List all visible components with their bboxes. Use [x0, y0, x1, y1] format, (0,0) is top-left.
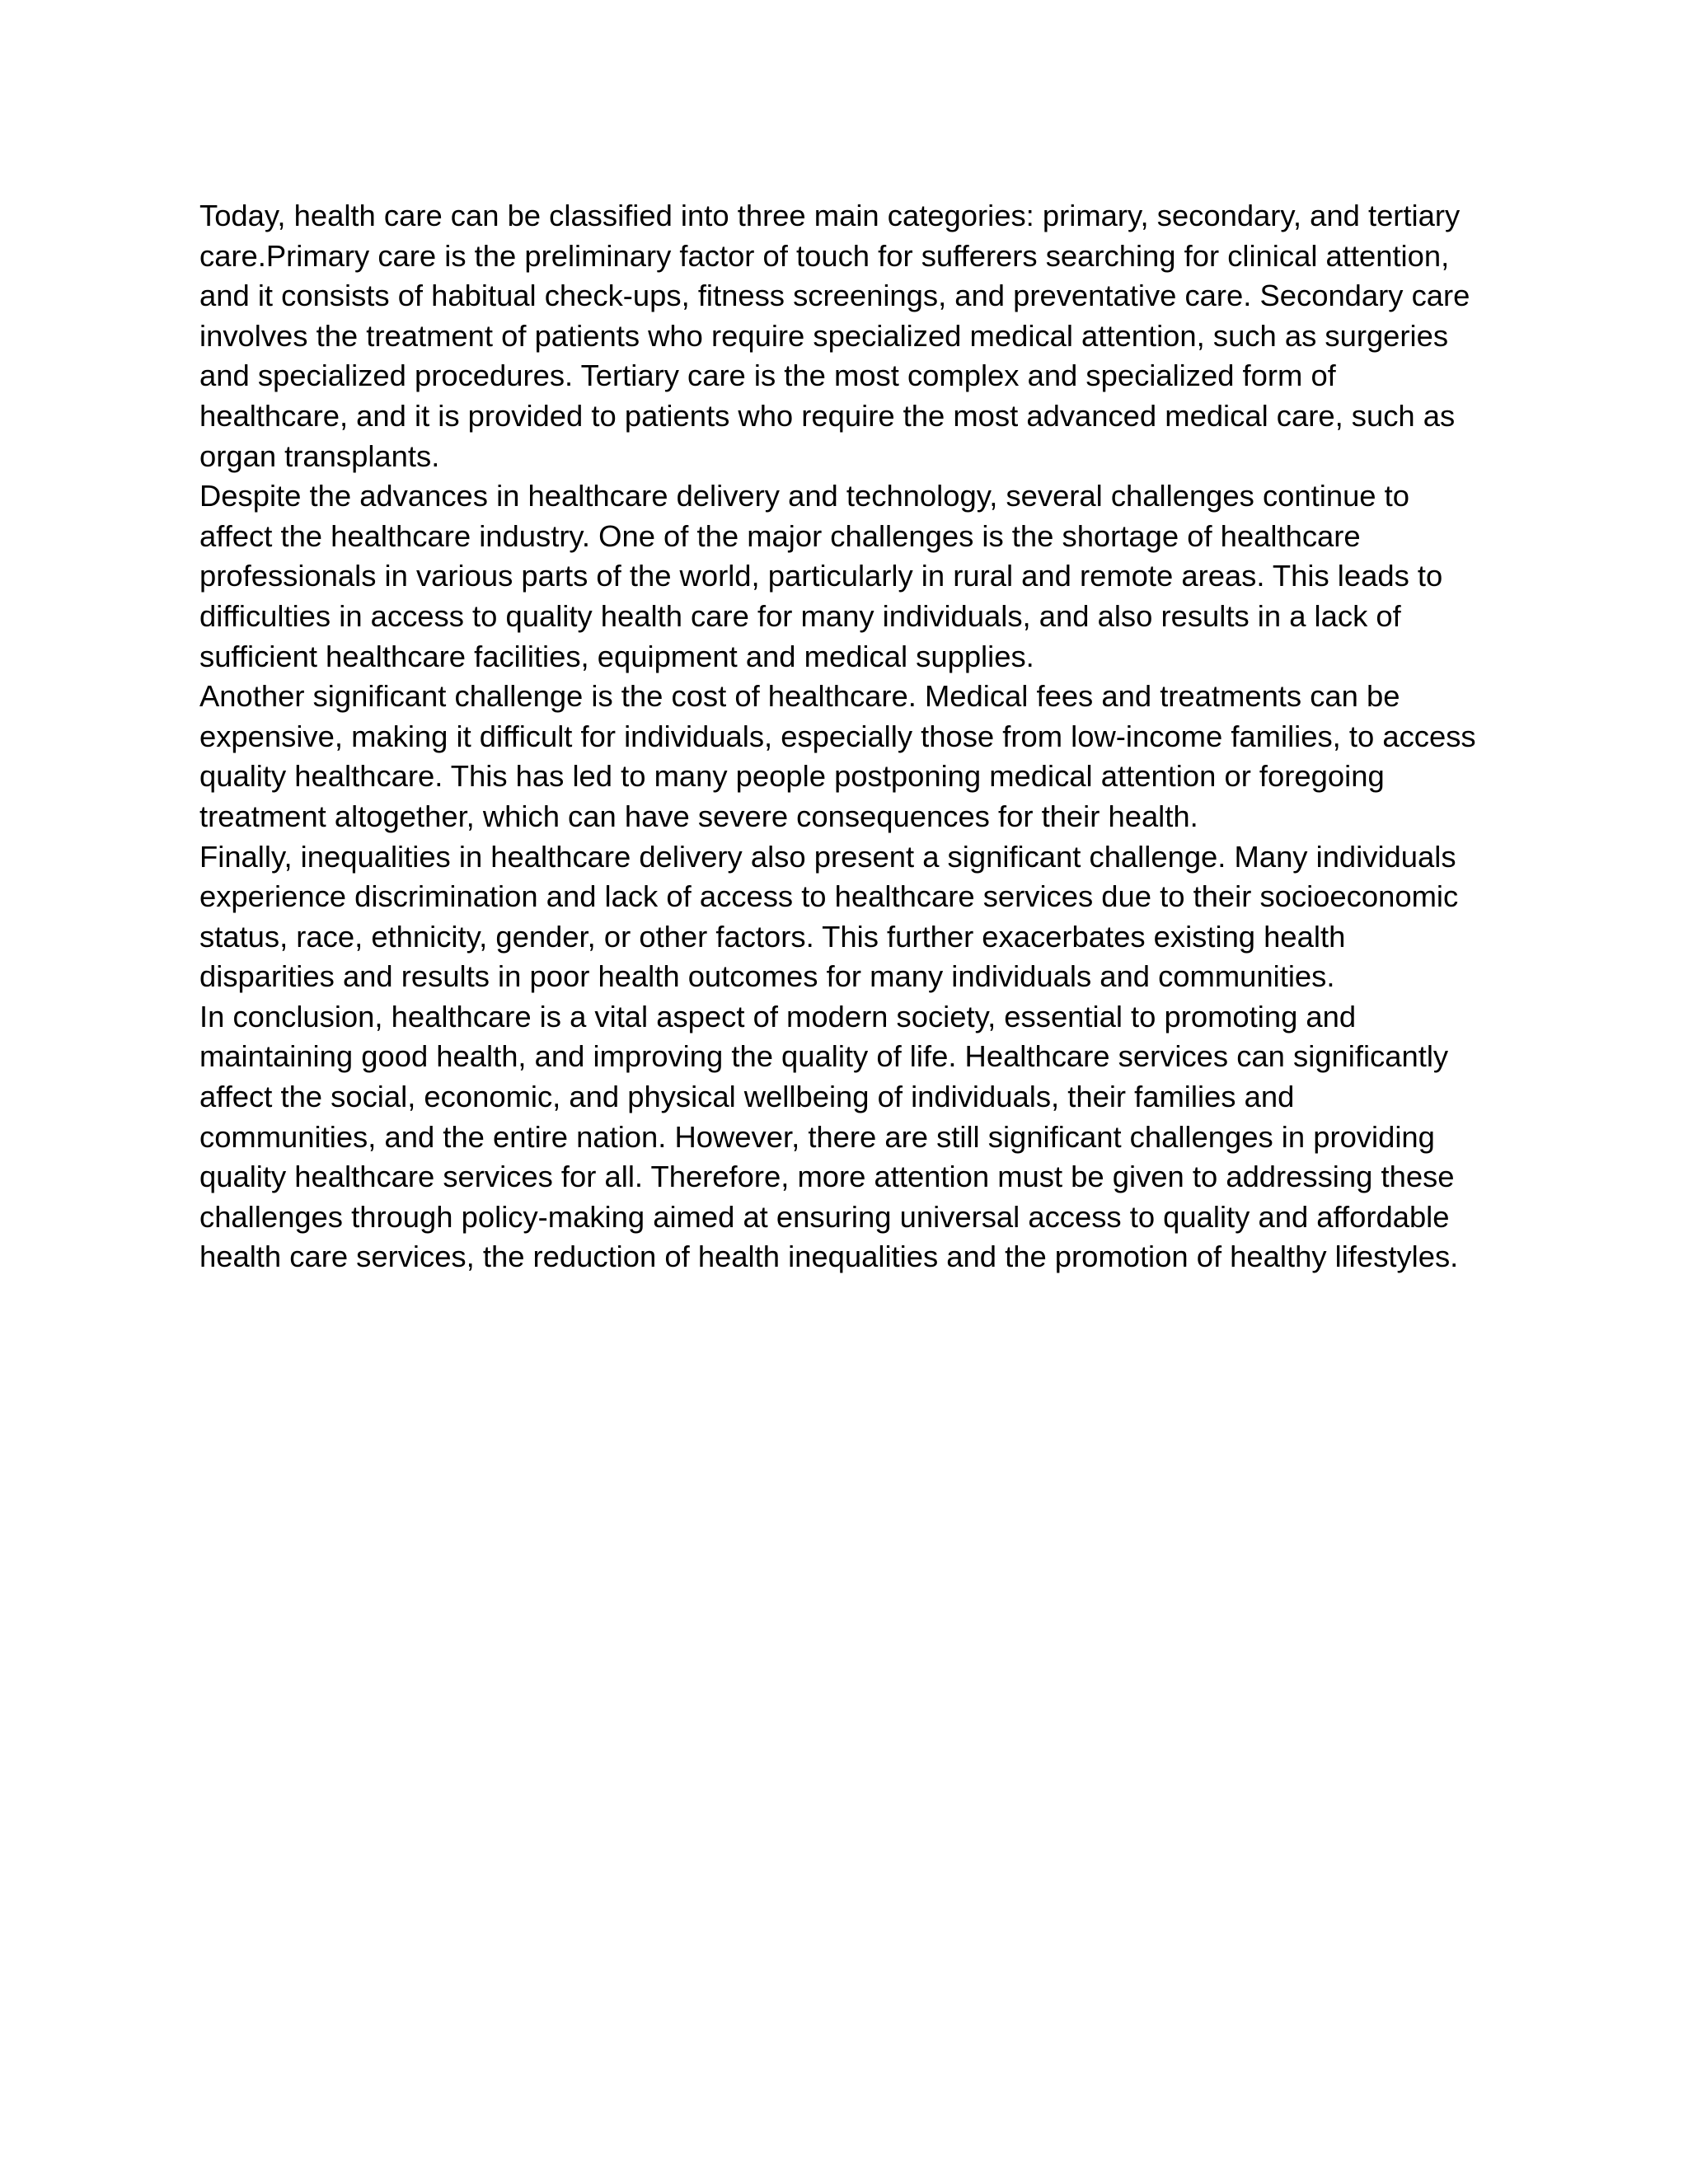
text-line: and specialized procedures. Tertiary care is the most complex and specialized form of [199, 359, 1336, 393]
paragraph-health-care-categories [199, 196, 1518, 476]
text-line: organ transplants. [199, 438, 440, 473]
text-line: health care services, the reduction of health inequalities and the promotion of healthy lifestyles. [199, 1240, 1459, 1274]
text-line: quality healthcare services for all. Therefore, more attention must be given to addressing these [199, 1160, 1455, 1194]
text-line: disparities and results in poor health outcomes for many individuals and communities. [199, 959, 1335, 994]
document-body [199, 196, 1518, 1277]
text-line: expensive, making it difficult for individuals, especially those from low-income families, to access [199, 719, 1476, 753]
text-line: professionals in various parts of the world, particularly in rural and remote areas. This leads to [199, 559, 1443, 593]
paragraph-conclusion [199, 997, 1518, 1277]
paragraph-inequality-challenges [199, 837, 1518, 997]
text-line: affect the healthcare industry. One of the major challenges is the shortage of healthcare [199, 518, 1361, 553]
paragraph-workforce-challenges [199, 476, 1518, 677]
text-line: challenges through policy-making aimed at ensuring universal access to quality and affordable [199, 1199, 1450, 1234]
paragraph-cost-challenges [199, 677, 1518, 837]
text-line: difficulties in access to quality health care for many individuals, and also results in a lack of [199, 598, 1401, 633]
text-line: involves the treatment of patients who require specialized medical attention, such as surgeries [199, 318, 1449, 353]
text-line: treatment altogether, which can have severe consequences for their health. [199, 799, 1198, 833]
text-line: and it consists of habitual check-ups, fitness screenings, and preventative care. Secondary care [199, 279, 1470, 313]
text-line: Another significant challenge is the cost of healthcare. Medical fees and treatments can be [199, 679, 1400, 714]
text-line: affect the social, economic, and physical wellbeing of individuals, their families and [199, 1080, 1295, 1114]
text-line: status, race, ethnicity, gender, or other factors. This further exacerbates existing health [199, 919, 1346, 954]
text-line: experience discrimination and lack of access to healthcare services due to their socioeconomic [199, 879, 1459, 914]
text-line: In conclusion, healthcare is a vital aspect of modern society, essential to promoting and [199, 999, 1357, 1033]
text-line: Today, health care can be classified into three main categories: primary, secondary, and tertiary [199, 199, 1461, 232]
text-line: maintaining good health, and improving the quality of life. Healthcare services can significantly [199, 1039, 1449, 1074]
text-line: care.Primary care is the preliminary factor of touch for sufferers searching for clinical attention, [199, 238, 1450, 273]
text-line: Despite the advances in healthcare delivery and technology, several challenges continue to [199, 479, 1410, 513]
text-line: healthcare, and it is provided to patients who require the most advanced medical care, such as [199, 398, 1456, 433]
text-line: communities, and the entire nation. However, there are still significant challenges in providing [199, 1119, 1435, 1154]
text-line: Finally, inequalities in healthcare delivery also present a significant challenge. Many individuals [199, 839, 1456, 874]
text-line: sufficient healthcare facilities, equipment and medical supplies. [199, 639, 1034, 673]
text-line: quality healthcare. This has led to many people postponing medical attention or foregoing [199, 759, 1385, 794]
